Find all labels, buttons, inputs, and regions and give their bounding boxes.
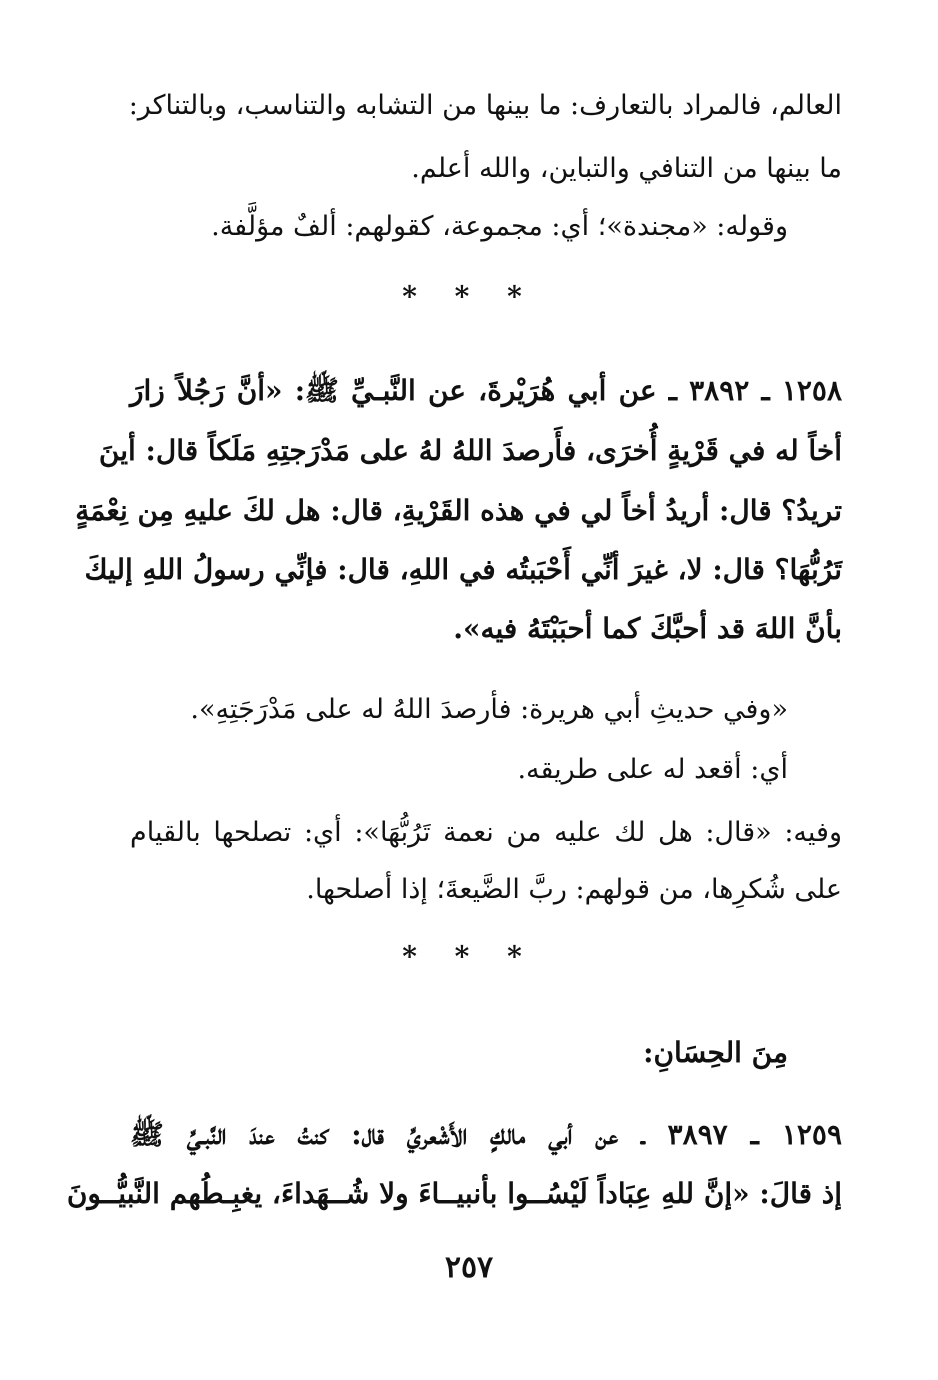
paragraph-line: ما بينها من التنافي والتباين، والله أعلم. — [411, 153, 842, 184]
hadith-line: تريدُ؟ قال: أريدُ أخاً لي في هذه القَرْيةِ، قال: هل لكَ عليهِ مِن نِعْمَةٍ — [75, 494, 842, 527]
commentary-line: أي: أقعد له على طريقه. — [517, 754, 788, 785]
paragraph-line: العالم، فالمراد بالتعارف: ما بينها من التشابه والتناسب، وبالتناكر: — [128, 90, 842, 121]
section-heading: مِنَ الحِسَانِ: — [643, 1036, 788, 1069]
hadith-line: تَرُبُّهَا؟ قال: لا، غيرَ أنِّي أَحْبَبتُه في اللهِ، قال: فإنِّي رسولُ اللهِ إليكَ — [84, 553, 842, 586]
commentary-line: على شُكرِها، من قولهم: ربَّ الضَّيعةَ؛ إذا أصلحها. — [306, 874, 842, 905]
hadith-line: أخاً له في قَرْيةٍ أُخرَى، فأَرصدَ اللهُ لهُ على مَدْرَجتِهِ مَلَكاً قال: أينَ — [98, 434, 842, 467]
paragraph-line: وقوله: «مجندة»؛ أي: مجموعة، كقولهم: ألفٌ مؤلَّفة. — [211, 211, 788, 242]
page-number: ٢٥٧ — [444, 1250, 494, 1285]
commentary-line: وفيه: «قال: هل لك عليه من نعمة تَرُبُّهَا»: أي: تصلحها بالقيام — [130, 817, 842, 848]
hadith-line: ١٢٥٩ ـ ٣٨٩٧ ـ عن أبي مالكٍ الأَشْعريِّ قال: كنتُ عندَ النَّبـيِّ ﷺ — [130, 1118, 842, 1151]
commentary-line: «وفي حديثِ أبي هريرة: فأرصدَ اللهُ له على مَدْرَجَتِهِ». — [190, 694, 788, 725]
hadith-line: ١٢٥٨ ـ ٣٨٩٢ ـ عن أبي هُرَيْرةَ، عن النَّبـيِّ ﷺ: «أنَّ رَجُلاً زارَ — [130, 374, 842, 407]
section-separator: * * * — [402, 940, 536, 973]
section-separator: * * * — [402, 280, 536, 313]
hadith-line: إذ قالَ: «إنَّ للهِ عِبَاداً لَيْسُــوا بأنبيــاءَ ولا شُــهَداءَ، يغبِـطُهم النَّبيُّــونَ — [66, 1177, 842, 1210]
hadith-line: بأنَّ اللهَ قد أحبَّكَ كما أحبَبْتَهُ فيه». — [453, 612, 842, 645]
